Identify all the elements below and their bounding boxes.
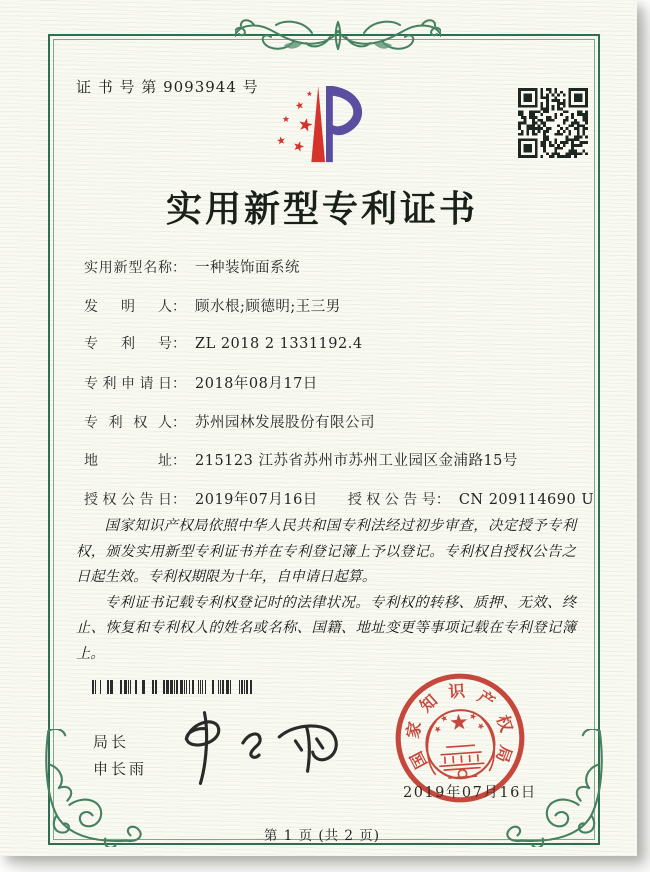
field-colon: ： <box>435 492 450 509</box>
body-paragraph-2: 专利证书记载专利权登记时的法律状况。专利权的转移、质押、无效、终止、恢复和专利权人的姓名或名称、国籍、地址变更等事项记载在专利登记簿上。 <box>76 594 576 662</box>
svg-text:国: 国 <box>406 748 432 772</box>
field-colon: ： <box>172 492 186 509</box>
field-colon: ： <box>172 376 186 393</box>
svg-text:权: 权 <box>492 712 517 735</box>
field-label: 专利权人 <box>84 414 172 431</box>
field-value: ZL 2018 2 1331192.4 <box>195 336 363 353</box>
field-label: 发明人 <box>84 298 172 315</box>
field-row <box>84 449 570 488</box>
field-colon: ： <box>172 336 186 353</box>
fields-list <box>84 256 595 527</box>
field-colon: ： <box>172 453 186 470</box>
svg-text:知: 知 <box>416 690 442 716</box>
national-emblem-icon <box>424 708 497 781</box>
director-role: 局长 <box>93 733 130 751</box>
field-colon: ： <box>172 414 186 431</box>
field-value: 215123 江苏省苏州市苏州工业园区金浦路15号 <box>195 453 518 470</box>
field-value: CN 209114690 U <box>458 492 595 509</box>
qr-code-icon <box>518 88 588 158</box>
field-label: 专利申请日 <box>84 376 172 393</box>
svg-text:识: 识 <box>447 681 466 702</box>
handwritten-signature-icon <box>158 702 350 792</box>
field-value: 顾水根;顾德明;王三男 <box>195 298 341 315</box>
certificate-number: 证 书 号 第 9093944 号 <box>76 78 259 96</box>
field-value: 2019年07月16日 <box>195 492 318 509</box>
field-colon: ： <box>172 298 186 315</box>
certificate-title: 实用新型专利证书 <box>165 188 478 230</box>
field-value: 一种装饰面系统 <box>195 260 300 276</box>
field-row <box>84 333 570 372</box>
page-footer: 第 1 页 (共 2 页) <box>263 828 381 844</box>
svg-text:家: 家 <box>403 720 425 740</box>
field-label: 地址 <box>84 453 172 470</box>
field-value: 2018年08月17日 <box>195 376 318 393</box>
field-label: 授权公告日 <box>84 492 172 509</box>
body-paragraph-1: 国家知识产权局依照中华人民共和国专利法经过初步审查，决定授予专利权，颁发实用新型专利证书并在专利登记簿上予以登记。专利权自授权公告之日起生效。专利权期限为十年，自申请日起算。 <box>76 518 576 585</box>
cnipa-logo-icon <box>272 84 380 168</box>
field-label: 专利号 <box>84 336 172 353</box>
seal-date: 2019年07月16日 <box>403 785 537 801</box>
field-row <box>84 256 570 295</box>
field-row <box>84 295 570 334</box>
field-row <box>84 372 570 411</box>
field-row <box>84 411 570 450</box>
field-label: 授权公告号 <box>347 492 436 509</box>
field-label: 实用新型名称 <box>84 260 172 276</box>
barcode-icon <box>92 680 254 694</box>
director-name: 申长雨 <box>93 760 148 778</box>
svg-text:局: 局 <box>492 742 516 765</box>
legal-body-text <box>76 514 576 667</box>
top-center-flourish-ornament <box>235 8 441 60</box>
svg-text:产: 产 <box>473 686 499 712</box>
field-colon: ： <box>172 260 186 276</box>
field-value: 苏州园林发展股份有限公司 <box>195 414 375 431</box>
director-block <box>93 729 147 783</box>
